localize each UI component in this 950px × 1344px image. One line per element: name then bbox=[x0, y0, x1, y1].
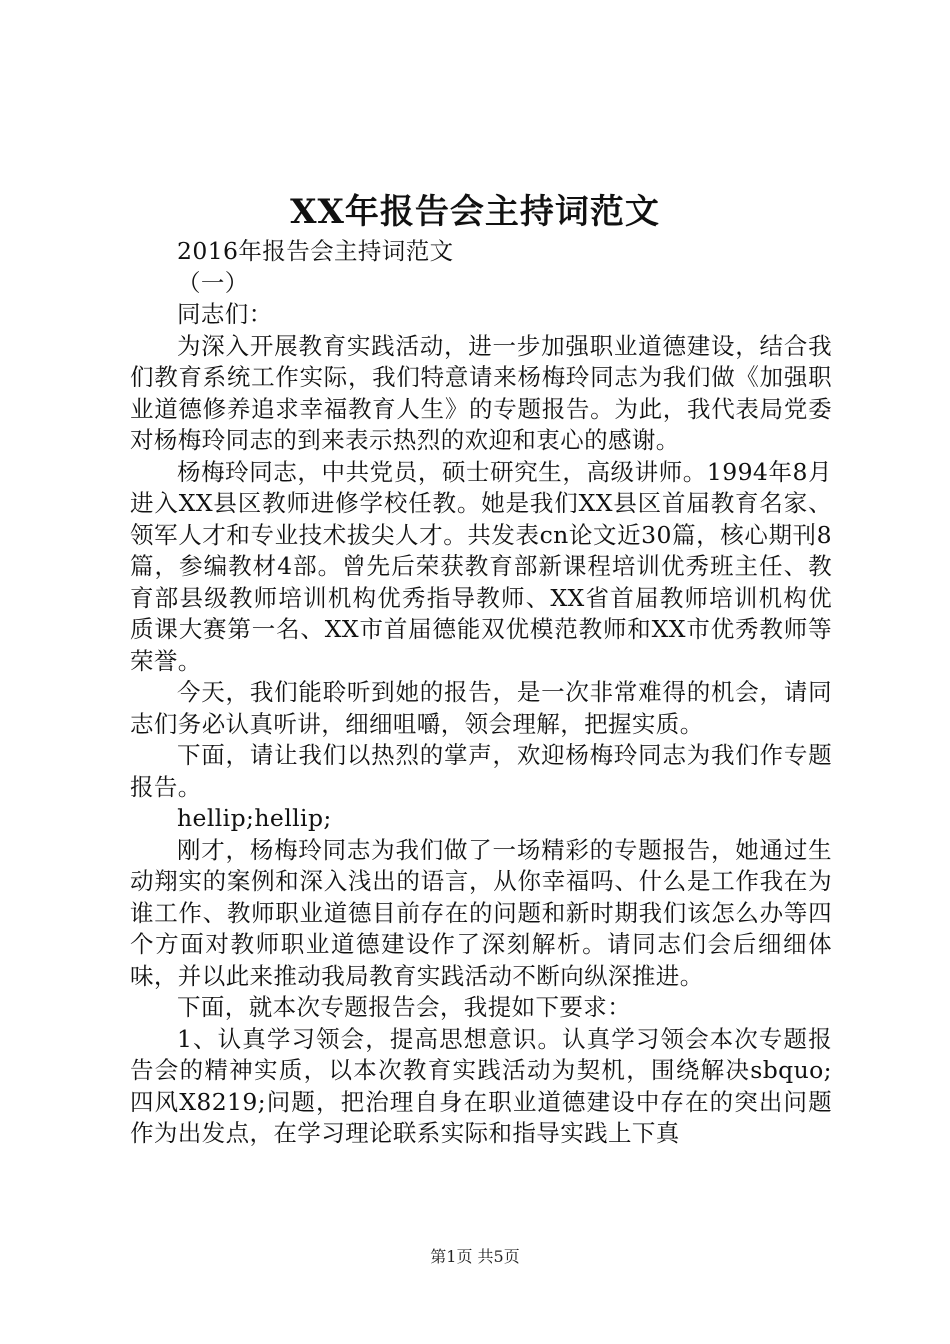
salutation: 同志们： bbox=[177, 300, 273, 328]
paragraph-opportunity: 今天，我们能聆听到她的报告，是一次非常难得的机会，请同志们务必认真听讲，细细咀嚼，领会理解，把握实质。 bbox=[130, 678, 832, 738]
page-footer: 第1页 共5页 bbox=[430, 1247, 520, 1266]
document-body bbox=[130, 236, 832, 1150]
section-number: （一） bbox=[177, 268, 249, 297]
document-title: XX年报告会主持词范文 bbox=[290, 192, 660, 232]
subtitle-paragraph: 2016年报告会主持词范文 bbox=[177, 237, 454, 265]
paragraph-speaker-bio: 杨梅玲同志，中共党员，硕士研究生，高级讲师。1994年8月进入XX县区教师进修学校任教。她是我们XX县区首届教育名家、领军人才和专业技术拔尖人才。共发表cn论文近30篇，核心期刊8篇，参编教材4部。曾先后荣获教育部新课程培训优秀班主任、教育部县级教师培训机构优秀指导教师、XX省首届教师培训机构优质课大赛第一名、XX市首届德能双优模范教师和XX市优秀教师等荣誉。 bbox=[130, 457, 832, 675]
paragraph-summary: 刚才，杨梅玲同志为我们做了一场精彩的专题报告，她通过生动翔实的案例和深入浅出的语言，从你幸福吗、什么是工作我在为谁工作、教师职业道德目前存在的问题和新时期我们该怎么办等四个方面对教师职业道德建设作了深刻解析。请同志们会后细细体味，并以此来推动我局教育实践活动不断向纵深推进。 bbox=[130, 835, 832, 990]
paragraph-requirements-intro: 下面，就本次专题报告会，我提如下要求： bbox=[177, 993, 632, 1021]
paragraph-ellipsis: hellip;hellip; bbox=[177, 804, 332, 832]
paragraph-welcome: 下面，请让我们以热烈的掌声，欢迎杨梅玲同志为我们作专题报告。 bbox=[130, 741, 832, 801]
paragraph-intro: 为深入开展教育实践活动，进一步加强职业道德建设，结合我们教育系统工作实际，我们特意请来杨梅玲同志为我们做《加强职业道德修养追求幸福教育人生》的专题报告。为此，我代表局党委对杨梅玲同志的到来表示热烈的欢迎和衷心的感谢。 bbox=[130, 331, 832, 454]
paragraph-requirement-1: 1、认真学习领会，提高思想意识。认真学习领会本次专题报告会的精神实质，以本次教育实践活动为契机，围绕解决sbquo;四风X8219;问题，把治理自身在职业道德建设中存在的突出问题作为出发点，在学习理论联系实际和指导实践上下真 bbox=[130, 1024, 832, 1147]
